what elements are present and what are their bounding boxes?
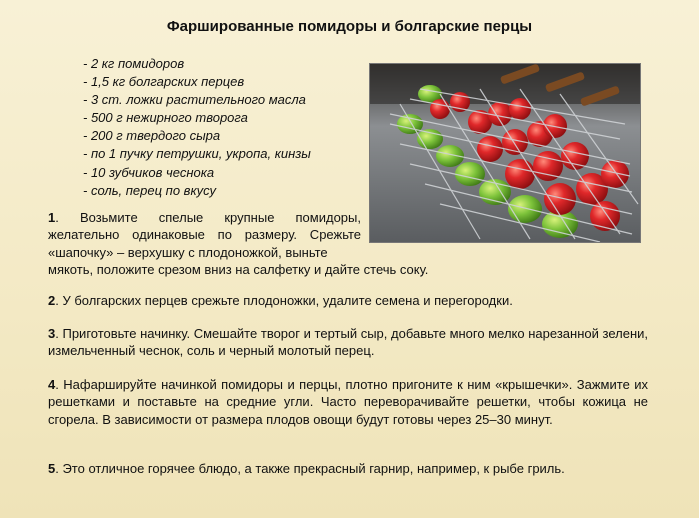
step-text: . Нафаршируйте начинкой помидоры и перцы, плотно пригоните к ним «крышечки». Зажмите их решетками и поставьте на средние угли. Часто переворачивайте решетки, чтобы кожица не сгорела. В зависимости от размера плодов овощи будут готовы через 25–30 минут.: [48, 377, 648, 427]
ingredients-list: [83, 55, 311, 200]
step-4: [48, 376, 648, 428]
step-text: . У болгарских перцев срежьте плодоножки, удалите семена и перегородки.: [55, 293, 513, 308]
ingredient-item: - соль, перец по вкусу: [83, 182, 216, 198]
step-number: 4: [48, 377, 56, 392]
page-title: Фаршированные помидоры и болгарские перцы: [166, 18, 533, 35]
ingredient-item: - 3 ст. ложки растительного масла: [83, 92, 306, 108]
step-5: [48, 460, 648, 477]
ingredient-item: - 2 кг помидоров: [83, 56, 185, 71]
step-number: 3: [48, 326, 56, 341]
step-1: [48, 209, 648, 279]
step-number: 1: [48, 210, 56, 225]
step-3: [48, 325, 648, 360]
ingredient-item: - 10 зубчиков чеснока: [83, 164, 215, 180]
step-text-continued: мякоть, положите срезом вниз на салфетку и дайте стечь соку.: [48, 262, 429, 278]
ingredient-item: - по 1 пучку петрушки, укропа, кинзы: [83, 146, 311, 162]
step-text: . Возьмите спелые крупные помидоры, желательно одинаковые по размеру. Срежьте «шапочку» – верхушку с плодоножкой, выньте: [48, 210, 361, 260]
ingredient-item: - 500 г нежирного творога: [83, 110, 248, 126]
ingredient-item: - 200 г твердого сыра: [83, 128, 221, 144]
step-2: [48, 292, 648, 309]
step-text: . Это отличное горячее блюдо, а также прекрасный гарнир, например, к рыбе гриль.: [55, 461, 565, 476]
step-number: 2: [48, 293, 56, 308]
step-number: 5: [48, 461, 56, 476]
step-text: . Приготовьте начинку. Смешайте творог и тертый сыр, добавьте много мелко нарезанной зелени, измельченный чеснок, соль и черный молотый перец.: [48, 326, 648, 359]
ingredient-item: - 1,5 кг болгарских перцев: [83, 74, 245, 90]
